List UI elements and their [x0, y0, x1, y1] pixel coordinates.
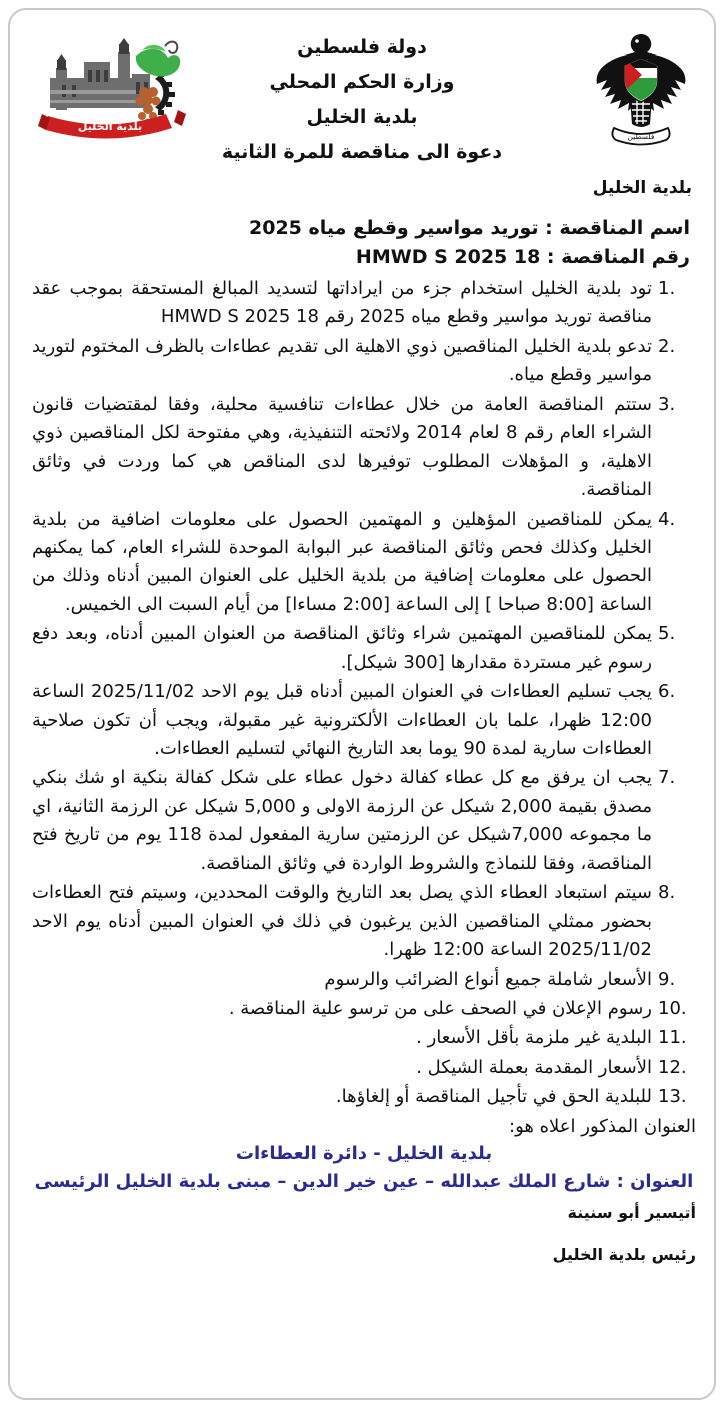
clause-text: الأسعار المقدمة بعملة الشيكل . — [416, 1056, 652, 1078]
municipality-label: بلدية الخليل — [592, 178, 692, 198]
document-page — [8, 8, 716, 1400]
clause-number: 11. — [658, 1027, 687, 1049]
street-address-line: العنوان : شارع الملك عبدالله – عين خير الدين – مبنى بلدية الخليل الرئيسى — [34, 1170, 694, 1192]
header-title-line-4: دعوة الى مناقصة للمرة الثانية — [221, 141, 503, 163]
clause-item — [32, 995, 696, 1023]
clause-number: 6. — [658, 681, 676, 703]
clause-number: 8. — [658, 882, 676, 904]
header-title-line-1: دولة فلسطين — [297, 36, 427, 58]
clause-text: رسوم الإعلان في الصحف على من ترسو علية المناقصة . — [228, 997, 652, 1019]
clause-number: 12. — [658, 1056, 687, 1078]
tender-number-line: رقم المناقصة : HMWD S 2025 18 — [355, 245, 690, 268]
clause-item — [32, 879, 696, 964]
footer-address-block — [10, 1140, 714, 1196]
clause-text: يمكن للمناقصين المؤهلين و المهتمين الحصول على معلومات اضافية من بلدية الخليل وكذلك فحص وثائق المناقصة عبر البوابة الموحدة للشراء العام، كما يمكنهم الحصول على معلومات إضافية من بلدية الخليل على العنوان المبين أدناه وذلك من الساعة [8:00 صباحا ] إلى الساعة [2:00 مساءا] من أيام السبت الى الخميس. — [32, 508, 652, 615]
clause-item — [32, 1083, 696, 1111]
clause-text: سيتم استبعاد العطاء الذي يصل بعد التاريخ والوقت المحددين، وسيتم فتح العطاءات بحضور ممثلي المناقصين الذين يرغبون في ذلك في العنوان المبين أدناه يوم الاحد 2025/11/02 الساعة 12:00 ظهرا. — [32, 882, 652, 961]
clause-text: يجب ان يرفق مع كل عطاء كفالة دخول عطاء على شكل كفالة بنكية او شك بنكي مصدق بقيمة 2,000 شيكل عن الرزمة الاولى و 5,000 شيكل عن الرزمة الثانية، اي ما مجموعه 7,000شيكل عن الرزمتين سارية المفعول لمدة 118 يوم من تاريخ فتح المناقصة، وفقا للنماذج والشروط الواردة في وثائق المناقصة. — [32, 767, 653, 874]
clause-item — [32, 1054, 696, 1082]
document-header — [10, 10, 714, 198]
clause-text: للبلدية الحق في تأجيل المناقصة أو إلغاؤها. — [335, 1086, 652, 1108]
tender-name-line: اسم المناقصة : توريد مواسير وقطع مياه 2025 — [249, 217, 690, 239]
clause-number: 1. — [658, 278, 676, 299]
header-title-block — [10, 38, 714, 162]
clause-item — [32, 391, 696, 505]
clause-number: 4. — [658, 508, 676, 530]
tender-meta-block — [10, 188, 714, 271]
clause-item — [32, 620, 696, 677]
clause-item — [32, 764, 696, 878]
tenders-department-line: بلدية الخليل - دائرة العطاءات — [235, 1142, 493, 1164]
clause-number: 9. — [658, 968, 676, 990]
clause-list — [10, 271, 714, 1112]
clause-text: يجب تسليم العطاءات في العنوان المبين أدناه قبل يوم الاحد 2025/11/02 الساعة 12:00 ظهرا، علما بان العطاءات الألكترونية غير مقبولة، ويجب أن تكون صلاحية العطاءات سارية لمدة 90 يوما بعد التاريخ النهائي لتسليم العطاءات. — [32, 681, 653, 759]
clause-text: تدعو بلدية الخليل المناقصين ذوي الاهلية الى تقديم عطاءات بالظرف المختوم لتوريد مواسير وقطع مياه. — [32, 335, 652, 386]
signer-title: رئيس بلدية الخليل — [552, 1244, 696, 1264]
clause-text: البلدية غير ملزمة بأقل الأسعار . — [416, 1027, 652, 1049]
clause-text: تود بلدية الخليل استخدام جزء من ايراداتها لتسديد المبالغ المستحقة بموجب عقد مناقصة توريد مواسير وقطع مياه 2025 رقم HMWD S 2025 18 — [32, 278, 652, 328]
clause-number: 13. — [658, 1086, 687, 1108]
clause-number: 5. — [658, 623, 676, 645]
svg-text:بلدية الخليل: بلدية الخليل — [77, 120, 143, 133]
signature-block — [10, 1195, 714, 1263]
clause-item — [32, 275, 696, 332]
clause-item — [32, 678, 696, 763]
clause-item — [32, 966, 696, 994]
clause-number: 3. — [658, 393, 676, 415]
clause-text: الأسعار شاملة جميع أنواع الضرائب والرسوم — [324, 968, 652, 990]
header-title-line-2: وزارة الحكم المحلي — [269, 71, 455, 93]
address-intro-text: العنوان المذكور اعلاه هو: — [509, 1115, 696, 1137]
clause-number: 7. — [658, 767, 676, 789]
svg-text:فلسطين: فلسطين — [627, 132, 655, 141]
header-title-line-3: بلدية الخليل — [306, 106, 418, 128]
signer-name: أتيسير أبو سنينة — [567, 1203, 696, 1223]
clause-number: 2. — [658, 335, 676, 357]
clause-item — [32, 506, 696, 620]
clause-item — [32, 333, 696, 390]
clause-text: يمكن للمناقصين المهتمين شراء وثائق المناقصة من العنوان المبين أدناه، وبعد دفع رسوم غير مستردة مقدارها [300 شيكل]. — [32, 623, 652, 673]
clause-number: 10. — [658, 997, 687, 1019]
clause-text: ستتم المناقصة العامة من خلال عطاءات تنافسية محلية، وفقا لمقتضيات قانون الشراء العام رقم 8 لعام 2014 ولائحته التنفيذية، وهي مفتوحة لكل المناقصين ذوي الاهلية، و المؤهلات المطلوب توفيرها لدى المناقص هي كما وردت في وثائق المناقصة. — [32, 393, 652, 501]
clause-item — [32, 1024, 696, 1052]
